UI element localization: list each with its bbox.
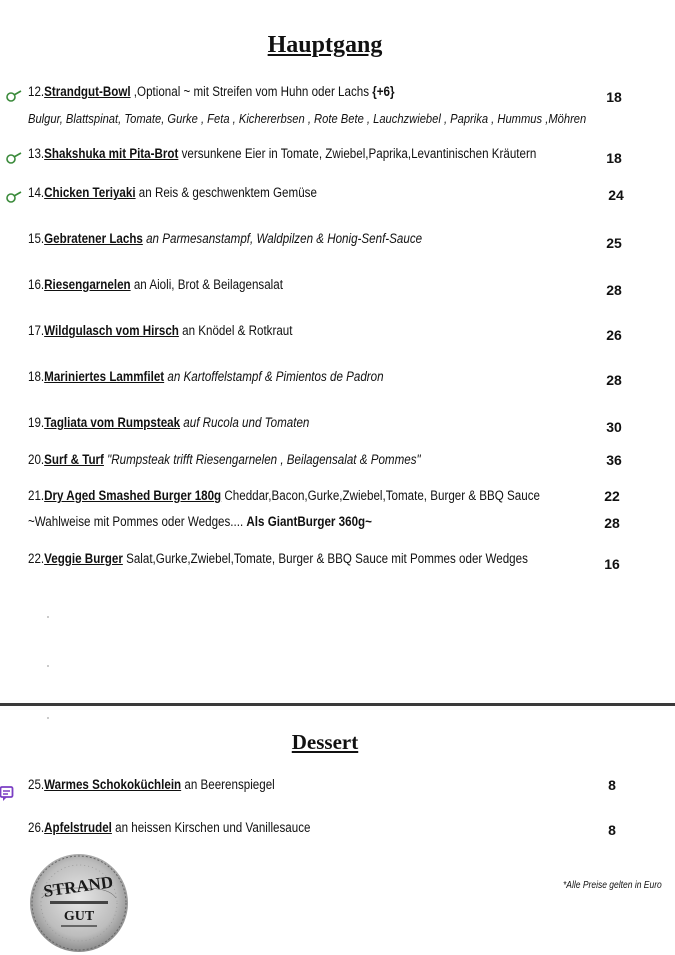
item-number: 19.	[28, 415, 45, 430]
menu-item-20	[28, 452, 421, 467]
speck	[47, 665, 49, 667]
item-description: an Reis & geschwenktem Gemüse	[135, 185, 317, 200]
item-number: 14.	[28, 185, 45, 200]
item-extra: {+6}	[372, 84, 395, 99]
vegetarian-icon	[6, 90, 22, 102]
menu-item-21-option	[28, 514, 372, 529]
item-number: 16.	[28, 277, 45, 292]
item-price: 36	[606, 452, 622, 468]
menu-item-16	[28, 277, 283, 292]
menu-item-12	[28, 84, 395, 99]
item-description: Cheddar,Bacon,Gurke,Zwiebel,Tomate, Burger & BBQ Sauce	[221, 488, 540, 503]
item-description: an heissen Kirschen und Vanillesauce	[111, 820, 311, 835]
menu-item-21	[28, 488, 540, 503]
item-price: 8	[608, 822, 616, 838]
item-price-giant: 28	[604, 515, 620, 531]
strandgut-logo	[28, 852, 130, 954]
item-number: 18.	[28, 369, 45, 384]
item-name: Mariniertes Lammfilet	[44, 369, 165, 384]
item-price: 8	[608, 777, 616, 793]
item-description: an Beerenspiegel	[181, 777, 275, 792]
item-number: 22.	[28, 551, 45, 566]
menu-item-18	[28, 369, 384, 384]
item-number: 26.	[28, 820, 45, 835]
item-description: Salat,Gurke,Zwiebel,Tomate, Burger & BBQ Sauce mit Pommes oder Wedges	[122, 551, 528, 566]
menu-item-17	[28, 323, 292, 338]
vegetarian-icon	[6, 152, 22, 164]
item-description: an Knödel & Rotkraut	[178, 323, 293, 338]
item-description: an Parmesanstampf, Waldpilzen & Honig-Senf-Sauce	[142, 231, 423, 246]
dessert-title: Dessert	[291, 730, 359, 754]
item-name: Surf & Turf	[44, 452, 104, 467]
item-number: 21.	[28, 488, 45, 503]
item-name: Wildgulasch vom Hirsch	[44, 323, 179, 338]
price-note: *Alle Preise gelten in Euro	[563, 880, 662, 891]
speck	[47, 717, 49, 719]
item-price: 18	[606, 150, 622, 166]
section-divider	[0, 703, 675, 706]
item-price: 28	[606, 282, 622, 298]
item-name: Gebratener Lachs	[44, 231, 143, 246]
item-price: 24	[608, 187, 624, 203]
item-price: 25	[606, 235, 622, 251]
chat-icon[interactable]	[0, 786, 14, 802]
item-name: Riesengarnelen	[44, 277, 131, 292]
menu-item-15	[28, 231, 422, 246]
item-price: 22	[604, 488, 620, 504]
item-option-bold: Als GiantBurger 360g~	[246, 514, 372, 529]
item-name: Strandgut-Bowl	[44, 84, 131, 99]
item-price: 16	[604, 556, 620, 572]
speck	[47, 616, 49, 618]
item-subline: Bulgur, Blattspinat, Tomate, Gurke , Feta , Kichererbsen , Rote Bete , Lauchzwiebel , Paprika , Hummus ,Möhren	[28, 111, 587, 126]
item-number: 25.	[28, 777, 45, 792]
item-number: 15.	[28, 231, 45, 246]
item-number: 17.	[28, 323, 45, 338]
item-price: 28	[606, 372, 622, 388]
item-option-text: ~Wahlweise mit Pommes oder Wedges....	[28, 514, 247, 529]
item-name: Dry Aged Smashed Burger 180g	[44, 488, 222, 503]
menu-item-22	[28, 551, 528, 566]
item-price: 26	[606, 327, 622, 343]
menu-item-19	[28, 415, 309, 430]
item-description: an Aioli, Brot & Beilagensalat	[130, 277, 283, 292]
logo-text-bottom: GUT	[63, 909, 95, 924]
logo-text-top: STRAND	[42, 872, 115, 901]
item-name: Apfelstrudel	[44, 820, 112, 835]
item-name: Tagliata vom Rumpsteak	[44, 415, 181, 430]
item-name: Chicken Teriyaki	[44, 185, 136, 200]
item-description: ,Optional ~ mit Streifen vom Huhn oder Lachs	[130, 84, 373, 99]
item-name: Warmes Schokoküchlein	[44, 777, 182, 792]
menu-item-13	[28, 146, 536, 161]
item-description: an Kartoffelstampf & Pimientos de Padron	[164, 369, 384, 384]
menu-item-14	[28, 185, 317, 200]
item-name: Shakshuka mit Pita-Brot	[44, 146, 179, 161]
item-number: 20.	[28, 452, 45, 467]
item-price: 30	[606, 419, 622, 435]
vegetarian-icon	[6, 191, 22, 203]
item-price: 18	[606, 89, 622, 105]
item-description: versunkene Eier in Tomate, Zwiebel,Paprika,Levantinischen Kräutern	[178, 146, 537, 161]
main-course-title: Hauptgang	[267, 32, 383, 58]
item-description: auf Rucola und Tomaten	[180, 415, 310, 430]
dessert-item-25	[28, 777, 275, 792]
item-name: Veggie Burger	[44, 551, 123, 566]
item-number: 12.	[28, 84, 45, 99]
item-number: 13.	[28, 146, 45, 161]
item-description: "Rumpsteak trifft Riesengarnelen , Beilagensalat & Pommes"	[103, 452, 421, 467]
dessert-item-26	[28, 820, 310, 835]
